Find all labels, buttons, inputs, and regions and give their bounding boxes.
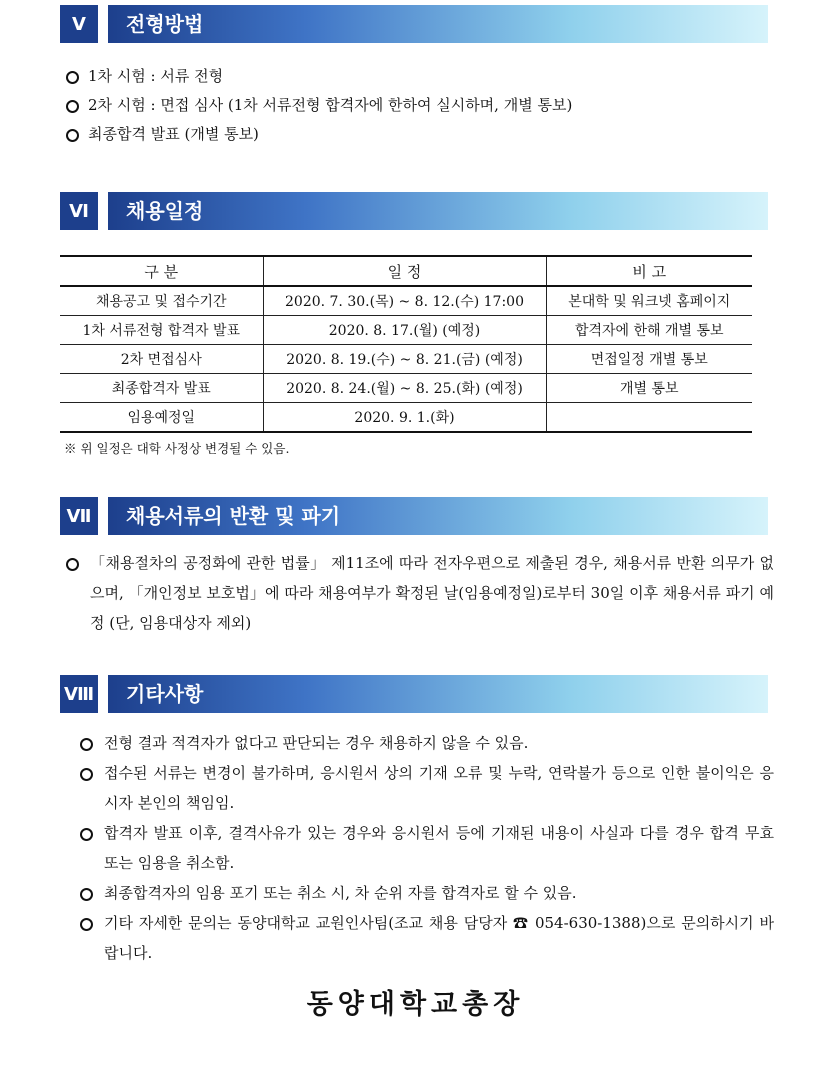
table-header: 일 정 — [263, 256, 546, 286]
table-cell: 합격자에 한해 개별 통보 — [546, 316, 752, 345]
section-title: 전형방법 — [126, 12, 204, 36]
circle-bullet-icon — [80, 768, 93, 781]
table-cell: 개별 통보 — [546, 374, 752, 403]
table-cell — [546, 403, 752, 433]
list-item: 기타 자세한 문의는 동양대학교 교원인사팀(조교 채용 담당자 ☎ 054-630-1388)으로 문의하시기 바랍니다. — [80, 908, 774, 968]
schedule-table — [60, 255, 752, 433]
list-item: 최종합격자의 임용 포기 또는 취소 시, 차 순위 자를 합격자로 할 수 있음. — [80, 878, 774, 908]
section-6-header — [60, 192, 768, 230]
section-title-bar — [108, 497, 768, 535]
circle-bullet-icon — [66, 71, 79, 84]
section-title-bar — [108, 192, 768, 230]
list-item: 합격자 발표 이후, 결격사유가 있는 경우와 응시원서 등에 기재된 내용이 사실과 다를 경우 합격 무효 또는 임용을 취소함. — [80, 818, 774, 878]
table-header: 비 고 — [546, 256, 752, 286]
section-5-header — [60, 5, 768, 43]
list-item: 1차 시험 : 서류 전형 — [66, 62, 766, 91]
circle-bullet-icon — [66, 558, 79, 571]
section-7-list — [66, 548, 774, 638]
circle-bullet-icon — [80, 888, 93, 901]
circle-bullet-icon — [80, 738, 93, 751]
schedule-note: ※ 위 일정은 대학 사정상 변경될 수 있음. — [64, 441, 290, 456]
table-row — [60, 403, 752, 433]
section-title-bar — [108, 675, 768, 713]
section-7-header — [60, 497, 768, 535]
table-cell: 2020. 8. 19.(수) ~ 8. 21.(금) (예정) — [263, 345, 546, 374]
table-cell: 2020. 9. 1.(화) — [263, 403, 546, 433]
circle-bullet-icon — [66, 129, 79, 142]
table-cell: 임용예정일 — [60, 403, 263, 433]
section-number: Ⅶ — [60, 497, 98, 535]
list-item: 2차 시험 : 면접 심사 (1차 서류전형 합격자에 한하여 실시하며, 개별 통보) — [66, 91, 766, 120]
section-title: 기타사항 — [126, 682, 204, 706]
section-8-list — [80, 728, 774, 968]
section-title-bar — [108, 5, 768, 43]
list-item: 접수된 서류는 변경이 불가하며, 응시원서 상의 기재 오류 및 누락, 연락불가 등으로 인한 불이익은 응시자 본인의 책임임. — [80, 758, 774, 818]
section-title: 채용일정 — [126, 199, 204, 223]
section-8-header — [60, 675, 768, 713]
table-header-row — [60, 256, 752, 286]
table-cell: 2020. 8. 17.(월) (예정) — [263, 316, 546, 345]
list-item: 전형 결과 적격자가 없다고 판단되는 경우 채용하지 않을 수 있음. — [80, 728, 774, 758]
list-item: 최종합격 발표 (개별 통보) — [66, 120, 766, 149]
table-row — [60, 286, 752, 316]
section-number: Ⅴ — [60, 5, 98, 43]
table-cell: 본대학 및 워크넷 홈페이지 — [546, 286, 752, 316]
circle-bullet-icon — [66, 100, 79, 113]
section-5-list — [66, 62, 766, 149]
table-header: 구 분 — [60, 256, 263, 286]
section-number: Ⅷ — [60, 675, 98, 713]
circle-bullet-icon — [80, 828, 93, 841]
table-row — [60, 345, 752, 374]
table-cell: 2020. 7. 30.(목) ~ 8. 12.(수) 17:00 — [263, 286, 546, 316]
section-title: 채용서류의 반환 및 파기 — [126, 504, 341, 528]
circle-bullet-icon — [80, 918, 93, 931]
table-row — [60, 316, 752, 345]
section-number: Ⅵ — [60, 192, 98, 230]
signature: 동양대학교총장 — [306, 989, 525, 1020]
table-cell: 면접일정 개별 통보 — [546, 345, 752, 374]
table-cell: 2020. 8. 24.(월) ~ 8. 25.(화) (예정) — [263, 374, 546, 403]
table-cell: 최종합격자 발표 — [60, 374, 263, 403]
table-row — [60, 374, 752, 403]
table-cell: 채용공고 및 접수기간 — [60, 286, 263, 316]
table-cell: 2차 면접심사 — [60, 345, 263, 374]
table-cell: 1차 서류전형 합격자 발표 — [60, 316, 263, 345]
list-item: 「채용절차의 공정화에 관한 법률」 제11조에 따라 전자우편으로 제출된 경우, 채용서류 반환 의무가 없으며, 「개인정보 보호법」에 따라 채용여부가 확정된 날(임용예정일)로부터 30일 이후 채용서류 파기 예정 (단, 임용대상자 제외) — [66, 548, 774, 638]
